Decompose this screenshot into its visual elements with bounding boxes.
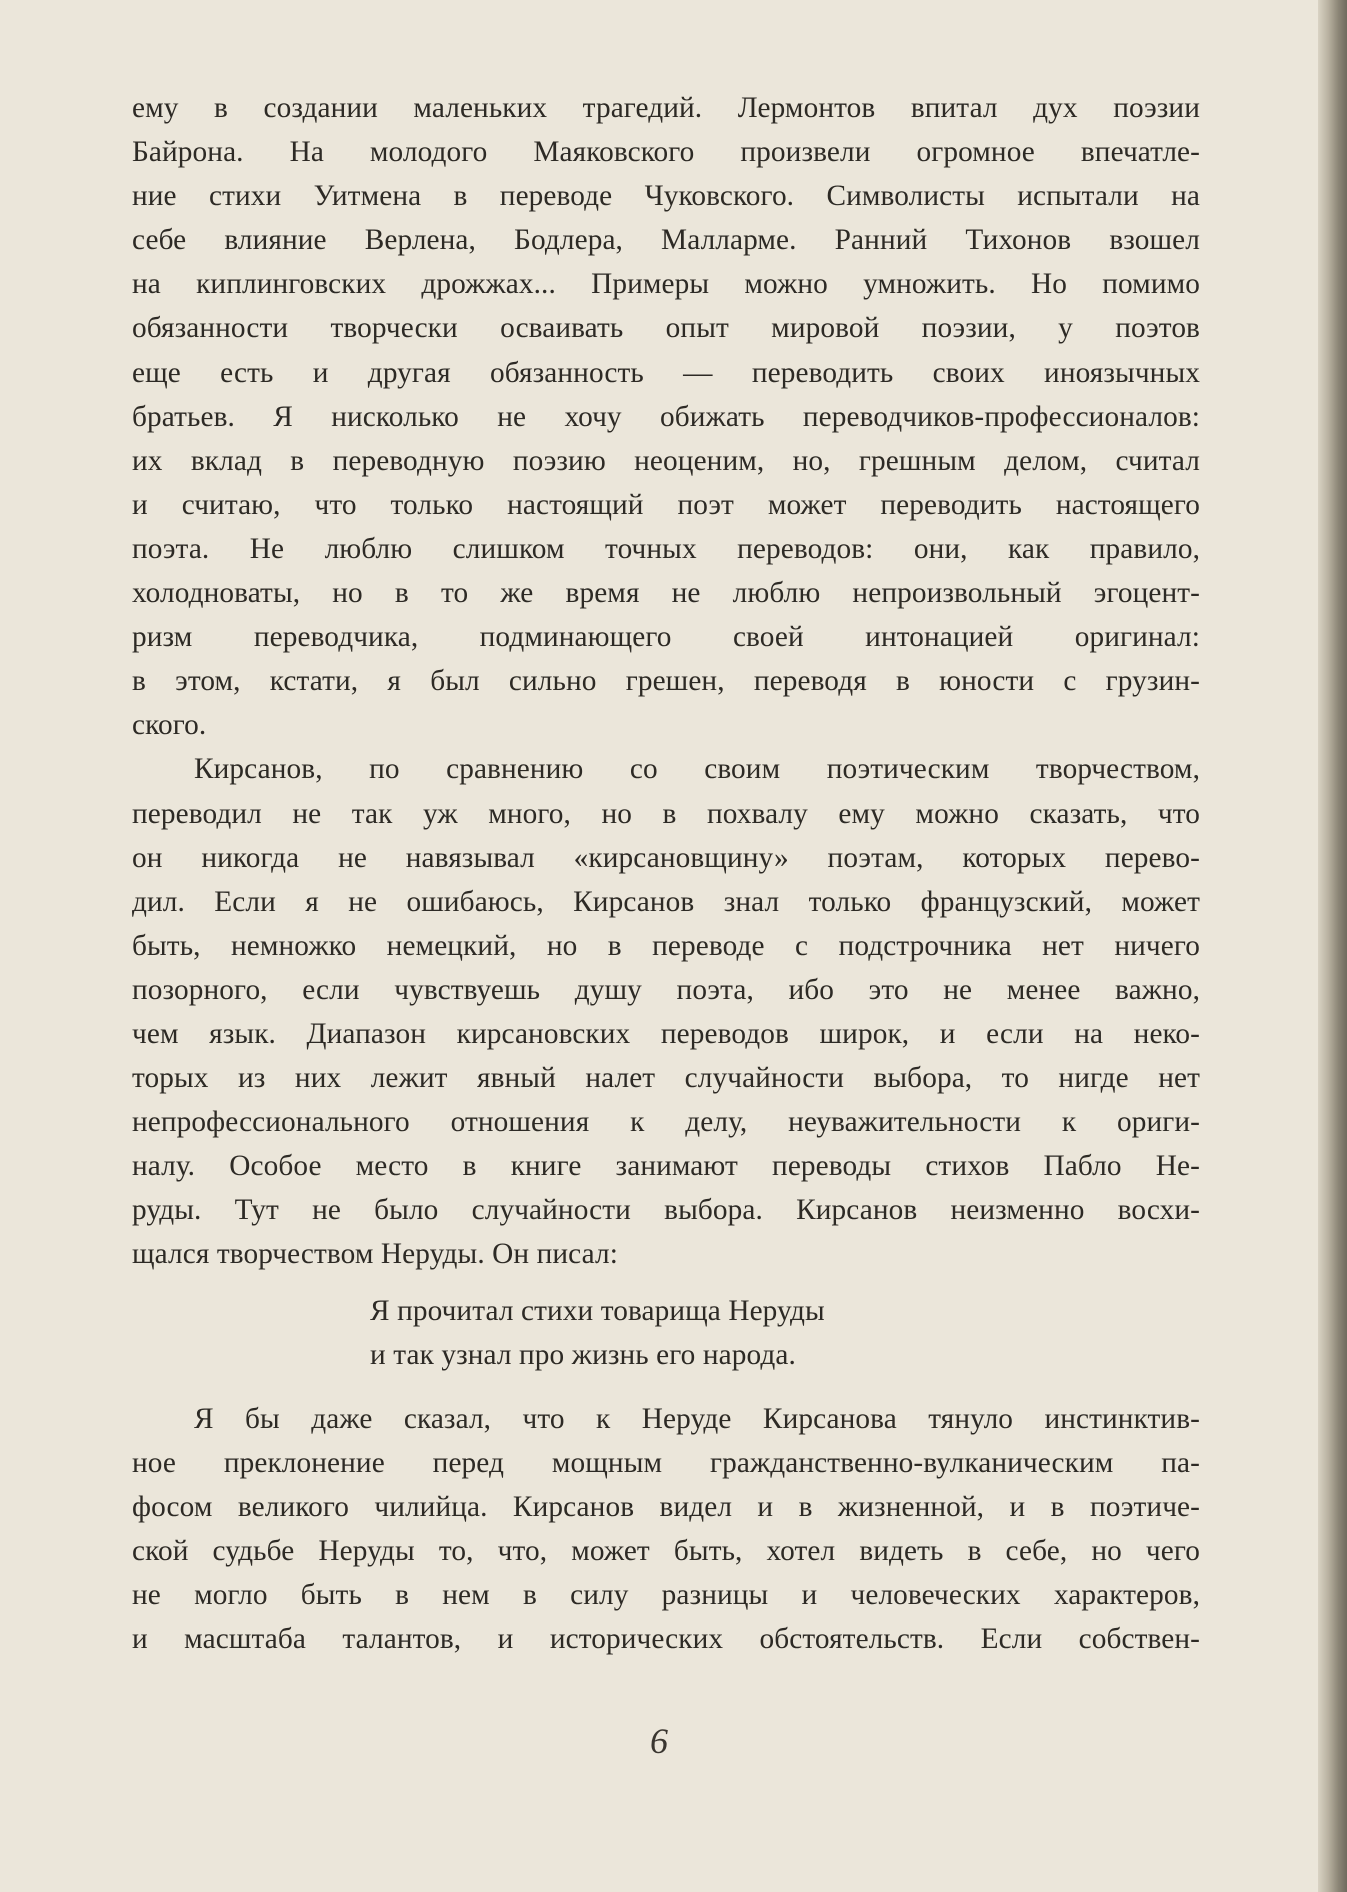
text-line: руды. Тут не было случайности выбора. Кирсанов неизменно восхи-	[132, 1194, 1200, 1227]
text-line: ное преклонение перед мощным гражданственно-вулканическим па-	[132, 1446, 1200, 1479]
text-line: ской судьбе Неруды то, что, может быть, хотел видеть в себе, но чего	[132, 1535, 1200, 1567]
text-line: щался творчеством Неруды. Он писал:	[132, 1238, 618, 1271]
text-line: поэта. Не люблю слишком точных переводов: они, как правило,	[132, 532, 1200, 565]
text-line: ние стихи Уитмена в переводе Чуковского. Символисты испытали на	[132, 180, 1200, 213]
text-line: их вклад в переводную поэзию неоценим, но, грешным делом, считал	[132, 444, 1200, 477]
paragraph-3	[132, 1397, 1200, 1662]
text-line: и масштаба талантов, и исторических обстоятельств. Если собствен-	[132, 1623, 1200, 1656]
page-number: 6	[650, 1721, 668, 1761]
text-line: ризм переводчика, подминающего своей интонацией оригинал:	[132, 621, 1200, 654]
text-line: холодноваты, но в то же время не люблю непроизвольный эгоцент-	[132, 577, 1200, 610]
text-line: позорного, если чувствуешь душу поэта, ибо это не менее важно,	[132, 973, 1200, 1006]
text-line: в этом, кстати, я был сильно грешен, переводя в юности с грузин-	[132, 665, 1200, 698]
text-line: Байрона. На молодого Маяковского произвели огромное впечатле-	[132, 136, 1200, 169]
text-line: обязанности творчески осваивать опыт мировой поэзии, у поэтов	[132, 312, 1200, 345]
poem-line: Я прочитал стихи товарища Неруды	[370, 1294, 825, 1327]
text-line: торых из них лежит явный налет случайности выбора, то нигде нет	[132, 1062, 1200, 1095]
text-line: братьев. Я нисколько не хочу обижать переводчиков-профессионалов:	[132, 400, 1200, 433]
text-line: ского.	[132, 709, 207, 742]
poem-line: и так узнал про жизнь его народа.	[370, 1338, 796, 1371]
text-line: дил. Если я не ошибаюсь, Кирсанов знал только французский, может	[132, 885, 1200, 918]
text-line: непрофессионального отношения к делу, неуважительности к ориги-	[132, 1106, 1200, 1139]
text-line: фосом великого чилийца. Кирсанов видел и в жизненной, и в поэтиче-	[132, 1490, 1200, 1523]
text-line: на киплинговских дрожжах... Примеры можно умножить. Но помимо	[132, 268, 1200, 301]
text-line: Кирсанов, по сравнению со своим поэтическим творчеством,	[194, 753, 1200, 786]
text-line: чем язык. Диапазон кирсановских переводов широк, и если на неко-	[132, 1017, 1200, 1050]
text-line: Я бы даже сказал, что к Неруде Кирсанова тянуло инстинктив-	[194, 1402, 1200, 1435]
paragraph-1	[132, 86, 1200, 747]
text-line: еще есть и другая обязанность — переводить своих иноязычных	[132, 356, 1200, 389]
text-line: и считаю, что только настоящий поэт может переводить настоящего	[132, 488, 1200, 521]
paragraph-2	[132, 747, 1200, 1276]
text-line: переводил не так уж много, но в похвалу ему можно сказать, что	[132, 797, 1200, 830]
text-line: не могло быть в нем в силу разницы и человеческих характеров,	[132, 1579, 1200, 1612]
text-line: себе влияние Верлена, Бодлера, Малларме. Ранний Тихонов взошел	[132, 224, 1200, 257]
text-line: ему в создании маленьких трагедий. Лермонтов впитал дух поэзии	[132, 92, 1200, 124]
page-text	[132, 86, 1200, 1661]
text-line: он никогда не навязывал «кирсановщину» поэтам, которых перево-	[132, 841, 1200, 874]
book-spine-shadow	[1318, 0, 1347, 1892]
text-line: налу. Особое место в книге занимают переводы стихов Пабло Не-	[132, 1150, 1200, 1183]
text-line: быть, немножко немецкий, но в переводе с подстрочника нет ничего	[132, 929, 1200, 962]
poem-quote	[132, 1289, 1200, 1377]
